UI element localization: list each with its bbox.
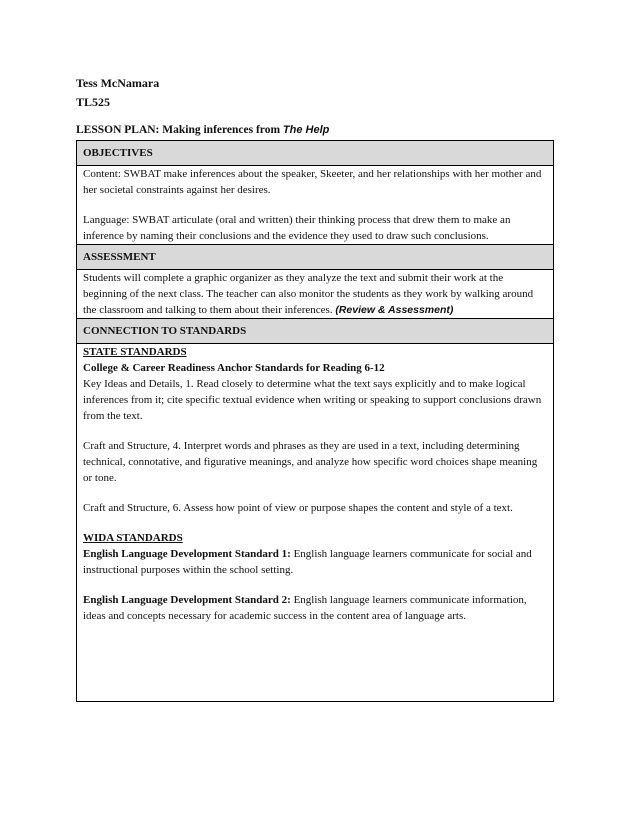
state-standards-heading: STATE STANDARDS [83,346,187,358]
lesson-plan-table [76,140,554,702]
wida-standard-text: English language learners communicate information, ideas and concepts necessary for academic success in the content area of language arts. [83,594,527,622]
state-standard-item: Key Ideas and Details, 1. Read closely to determine what the text says explicitly and to make logical inferences from it; cite specific textual evidence when writing or speaking to support conclusions drawn from the text. [83,378,542,422]
objectives-body [77,166,554,245]
assessment-tag: (Review & Assessment) [335,304,454,316]
standards-heading: CONNECTION TO STANDARDS [77,319,554,344]
course-code: TL525 [76,95,111,109]
wida-standards-heading: WIDA STANDARDS [83,532,183,544]
lesson-plan-title [76,122,554,138]
standards-body [77,344,554,702]
assessment-body [77,270,554,319]
state-standard-item: Craft and Structure, 6. Assess how point of view or purpose shapes the content and style of a text. [83,502,513,514]
wida-standard-label: English Language Development Standard 1: [83,548,291,560]
assessment-heading: ASSESSMENT [77,245,554,270]
document-page [76,74,554,702]
wida-standard-label: English Language Development Standard 2: [83,594,291,606]
state-standard-item: Craft and Structure, 4. Interpret words and phrases as they are used in a text, including determining technical, connotative, and figurative meanings, and analyze how specific word choices shape meaning or tone. [83,440,538,484]
wida-standard-item [83,592,547,624]
wida-standard-item [83,546,547,578]
title-prefix: LESSON PLAN: Making inferences from [76,124,283,136]
objectives-heading: OBJECTIVES [77,141,554,166]
author-name: Tess McNamara [76,76,160,90]
wida-standard-text: English language learners communicate for social and instructional purposes within the school setting. [83,548,532,576]
state-standards-subheading: College & Career Readiness Anchor Standards for Reading 6-12 [83,362,385,374]
book-title: The Help [282,124,330,136]
objective-content: Content: SWBAT make inferences about the speaker, Skeeter, and her relationships with her mother and her societal constraints against her desires. [83,168,542,196]
assessment-paragraph [83,270,547,318]
assessment-text: Students will complete a graphic organizer as they analyze the text and submit their work at the beginning of the next class. The teacher can also monitor the students as they work by walking around the classroom and talking to them about their inferences. [83,272,534,316]
objective-language: Language: SWBAT articulate (oral and written) their thinking process that drew them to make an inference by naming their conclusions and the evidence they used to draw such conclusions. [83,214,511,242]
